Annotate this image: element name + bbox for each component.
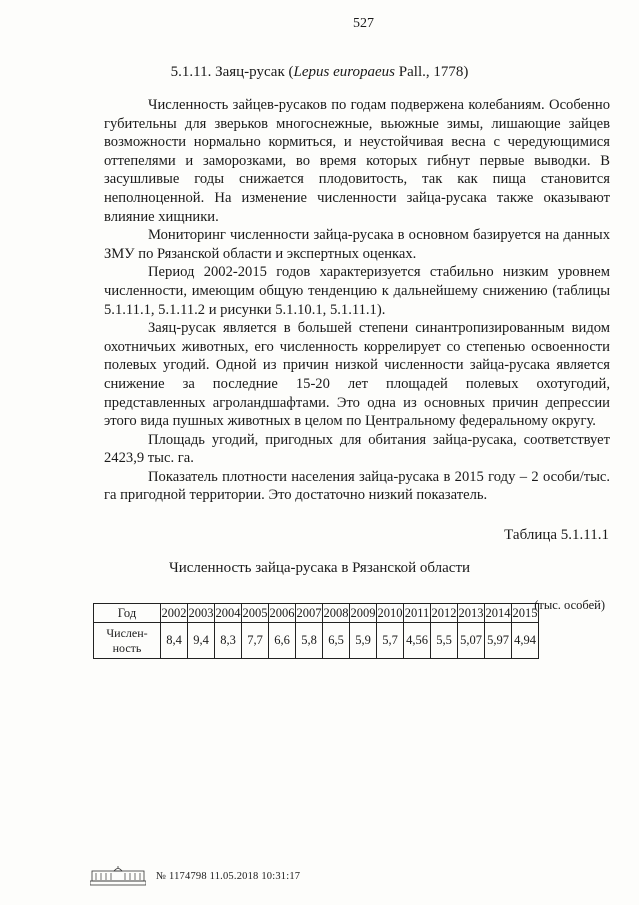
table-label: Таблица 5.1.11.1 bbox=[504, 527, 609, 543]
body-text bbox=[104, 96, 610, 505]
year-cell: 2014 bbox=[485, 604, 512, 623]
page-number: 527 bbox=[353, 16, 374, 31]
value-cell: 5,07 bbox=[458, 623, 485, 659]
year-cell: 2010 bbox=[377, 604, 404, 623]
value-cell: 5,9 bbox=[350, 623, 377, 659]
value-cell: 8,3 bbox=[215, 623, 242, 659]
paragraph: Численность зайцев-русаков по годам подвержена колебаниям. Особенно губительны для зверьков многоснежные, вьюжные зимы, лишающие зайцев возможности нормально кормиться, и неустойчивая весна с чередующимися оттепелями и заморозками, во время которых гибнут первые выводки. В засушливые годы снижается плодовитость, так как пища становится неполноценной. На изменение численности зайца-русака также оказывают влияние хищники. bbox=[104, 97, 610, 225]
government-building-stamp-icon bbox=[90, 866, 146, 886]
year-cell: 2008 bbox=[323, 604, 350, 623]
year-cell: 2004 bbox=[215, 604, 242, 623]
table-row-values bbox=[94, 623, 539, 659]
year-cell: 2002 bbox=[161, 604, 188, 623]
heading-suffix: Pall., 1778) bbox=[395, 64, 469, 80]
table-units: (тыс. особей) bbox=[534, 598, 605, 612]
value-cell: 4,94 bbox=[512, 623, 539, 659]
year-cell: 2009 bbox=[350, 604, 377, 623]
value-cell: 5,5 bbox=[431, 623, 458, 659]
value-cell: 8,4 bbox=[161, 623, 188, 659]
year-cell: 2012 bbox=[431, 604, 458, 623]
value-header-line2: ность bbox=[112, 640, 142, 655]
year-cell: 2011 bbox=[404, 604, 431, 623]
paragraph: Мониторинг численности зайца-русака в основном базируется на данных ЗМУ по Рязанской области и экспертных оценках. bbox=[104, 227, 610, 262]
year-header-cell: Год bbox=[94, 604, 161, 623]
year-cell: 2015 bbox=[512, 604, 539, 623]
year-cell: 2005 bbox=[242, 604, 269, 623]
population-table bbox=[93, 603, 539, 659]
value-cell: 7,7 bbox=[242, 623, 269, 659]
year-cell: 2003 bbox=[188, 604, 215, 623]
value-cell: 5,8 bbox=[296, 623, 323, 659]
registration-stamp: № 1174798 11.05.2018 10:31:17 bbox=[156, 870, 301, 882]
table-title: Численность зайца-русака в Рязанской области bbox=[168, 560, 471, 576]
paragraph: Показатель плотности населения зайца-русака в 2015 году – 2 особи/тыс. га пригодной территории. Это достаточно низкий показатель. bbox=[104, 468, 610, 504]
value-header-line1: Числен- bbox=[106, 625, 148, 640]
value-cell: 6,6 bbox=[269, 623, 296, 659]
value-cell: 6,5 bbox=[323, 623, 350, 659]
year-cell: 2013 bbox=[458, 604, 485, 623]
paragraph: Период 2002-2015 годов характеризуется стабильно низким уровнем численности, имеющим общую тенденцию к дальнейшему снижению (таблицы 5.1.11.1, 5.1.11.2 и рисунки 5.1.10.1, 5.1.11.1). bbox=[104, 264, 610, 318]
table-row-years bbox=[94, 604, 539, 623]
value-cell: 9,4 bbox=[188, 623, 215, 659]
value-cell: 5,7 bbox=[377, 623, 404, 659]
value-header-cell bbox=[94, 623, 161, 659]
heading-prefix: 5.1.11. Заяц-русак ( bbox=[170, 64, 294, 80]
heading-latin-name: Lepus europaeus bbox=[293, 64, 396, 80]
year-cell: 2007 bbox=[296, 604, 323, 623]
value-cell: 5,97 bbox=[485, 623, 512, 659]
document-footer bbox=[90, 866, 300, 886]
value-cell: 4,56 bbox=[404, 623, 431, 659]
year-cell: 2006 bbox=[269, 604, 296, 623]
paragraph: Площадь угодий, пригодных для обитания зайца-русака, соответствует 2423,9 тыс. га. bbox=[104, 431, 610, 467]
section-heading bbox=[0, 64, 639, 81]
paragraph: Заяц-русак является в большей степени синантропизированным видом охотничьих животных, его численность коррелирует со степенью освоенности полевых угодий. Одной из причин низкой численности зайца-русака является снижение за последние 15-20 лет площадей полевых охотугодий, представленных агроландшафтами. Это одна из основных причин депрессии этого вида пушных животных в целом по Центральному федеральному округу. bbox=[104, 320, 610, 430]
